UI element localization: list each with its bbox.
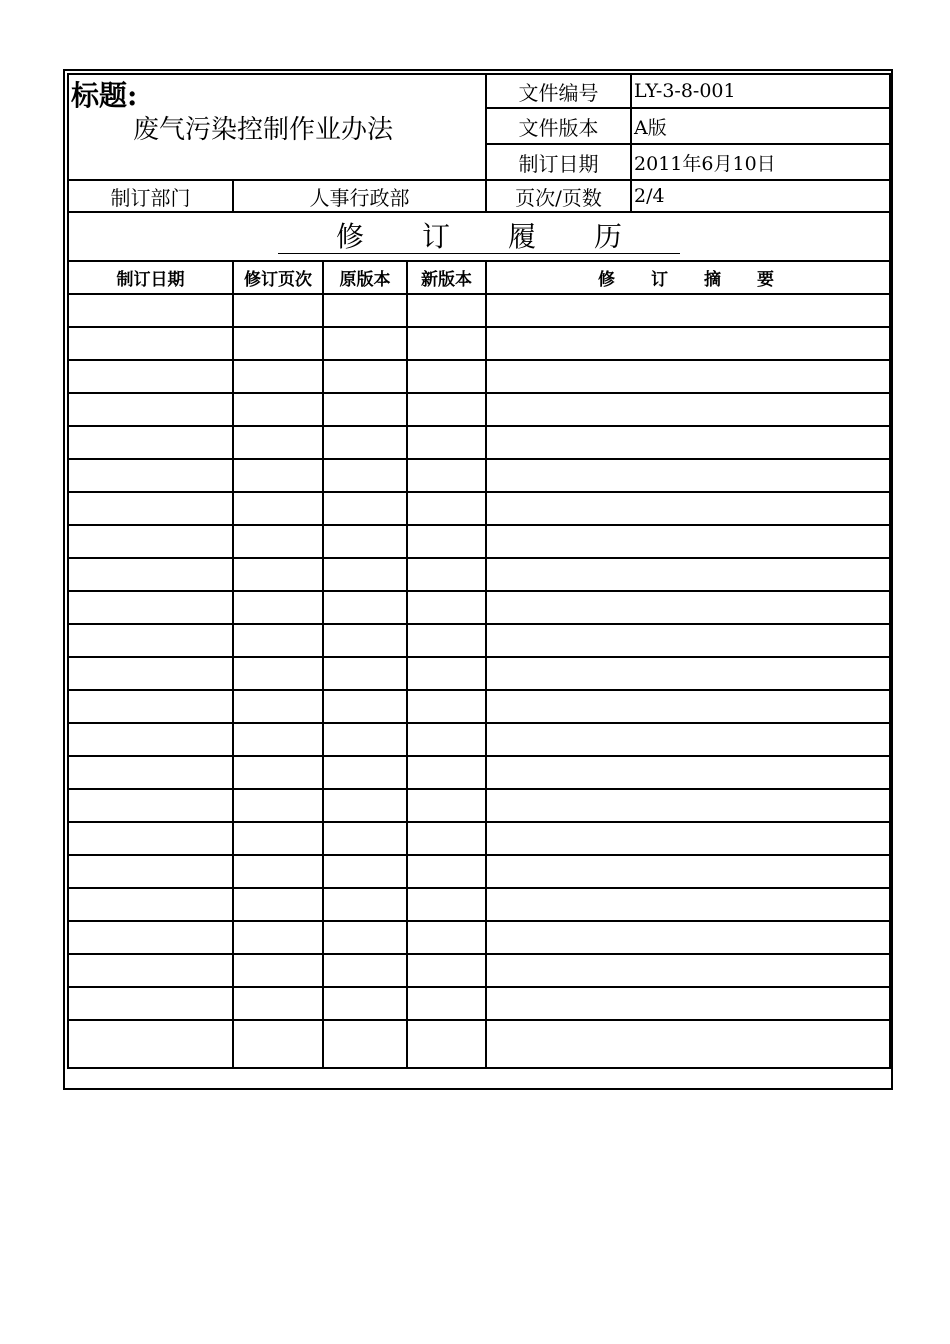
- new-version-cell: [407, 393, 486, 426]
- date-cell: [68, 789, 233, 822]
- old-version-cell: [323, 888, 407, 921]
- table-row: [68, 624, 890, 657]
- table-row: [68, 756, 890, 789]
- summary-cell: [486, 822, 890, 855]
- table-row: [68, 459, 890, 492]
- page-count-value: 2/4: [631, 180, 890, 212]
- revised-pages-cell: [233, 888, 323, 921]
- new-version-cell: [407, 525, 486, 558]
- doc-number-value: LY-3-8-001: [631, 74, 890, 108]
- new-version-cell: [407, 822, 486, 855]
- date-cell: [68, 624, 233, 657]
- summary-cell: [486, 855, 890, 888]
- date-cell: [68, 294, 233, 327]
- issue-date-label: 制订日期: [486, 144, 631, 180]
- old-version-cell: [323, 921, 407, 954]
- table-row: [68, 987, 890, 1020]
- new-version-cell: [407, 723, 486, 756]
- summary-cell: [486, 525, 890, 558]
- revised-pages-cell: [233, 723, 323, 756]
- title-label: 标题:: [71, 79, 138, 112]
- summary-cell: [486, 723, 890, 756]
- table-row: [68, 492, 890, 525]
- new-version-cell: [407, 327, 486, 360]
- date-cell: [68, 822, 233, 855]
- table-row: [68, 723, 890, 756]
- revised-pages-cell: [233, 921, 323, 954]
- date-cell: [68, 393, 233, 426]
- old-version-cell: [323, 789, 407, 822]
- column-header-date: 制订日期: [68, 261, 233, 294]
- date-cell: [68, 888, 233, 921]
- document-title: 废气污染控制作业办法: [133, 115, 394, 145]
- date-cell: [68, 756, 233, 789]
- new-version-cell: [407, 294, 486, 327]
- table-row: [68, 360, 890, 393]
- summary-cell: [486, 987, 890, 1020]
- revised-pages-cell: [233, 525, 323, 558]
- summary-cell: [486, 888, 890, 921]
- new-version-cell: [407, 888, 486, 921]
- old-version-cell: [323, 624, 407, 657]
- revision-history-heading-cell: [68, 212, 890, 261]
- title-block: [68, 74, 486, 180]
- revised-pages-cell: [233, 1020, 323, 1068]
- new-version-cell: [407, 591, 486, 624]
- table-row: [68, 558, 890, 591]
- revised-pages-cell: [233, 624, 323, 657]
- table-row: [68, 525, 890, 558]
- column-header-new-version: 新版本: [407, 261, 486, 294]
- old-version-cell: [323, 591, 407, 624]
- date-cell: [68, 558, 233, 591]
- new-version-cell: [407, 459, 486, 492]
- revision-history-rows: [68, 294, 890, 1068]
- table-row: [68, 921, 890, 954]
- date-cell: [68, 327, 233, 360]
- new-version-cell: [407, 1020, 486, 1068]
- revised-pages-cell: [233, 426, 323, 459]
- old-version-cell: [323, 393, 407, 426]
- table-row: [68, 789, 890, 822]
- old-version-cell: [323, 756, 407, 789]
- summary-cell: [486, 954, 890, 987]
- old-version-cell: [323, 294, 407, 327]
- summary-cell: [486, 459, 890, 492]
- revised-pages-cell: [233, 294, 323, 327]
- date-cell: [68, 591, 233, 624]
- old-version-cell: [323, 723, 407, 756]
- revised-pages-cell: [233, 822, 323, 855]
- new-version-cell: [407, 690, 486, 723]
- doc-version-value: A版: [631, 108, 890, 144]
- department-value: 人事行政部: [233, 180, 486, 212]
- new-version-cell: [407, 855, 486, 888]
- table-row: [68, 954, 890, 987]
- summary-cell: [486, 624, 890, 657]
- table-row: [68, 888, 890, 921]
- new-version-cell: [407, 987, 486, 1020]
- summary-cell: [486, 690, 890, 723]
- new-version-cell: [407, 558, 486, 591]
- revised-pages-cell: [233, 690, 323, 723]
- department-label: 制订部门: [68, 180, 233, 212]
- table-row: [68, 822, 890, 855]
- old-version-cell: [323, 855, 407, 888]
- revised-pages-cell: [233, 393, 323, 426]
- column-header-old-version: 原版本: [323, 261, 407, 294]
- column-header-revised-pages: 修订页次: [233, 261, 323, 294]
- new-version-cell: [407, 789, 486, 822]
- date-cell: [68, 921, 233, 954]
- new-version-cell: [407, 921, 486, 954]
- old-version-cell: [323, 987, 407, 1020]
- revised-pages-cell: [233, 459, 323, 492]
- doc-version-label: 文件版本: [486, 108, 631, 144]
- column-header-summary: 修订摘要: [486, 261, 890, 294]
- new-version-cell: [407, 624, 486, 657]
- summary-cell: [486, 492, 890, 525]
- new-version-cell: [407, 426, 486, 459]
- summary-cell: [486, 393, 890, 426]
- table-row: [68, 591, 890, 624]
- table-row: [68, 855, 890, 888]
- revised-pages-cell: [233, 987, 323, 1020]
- date-cell: [68, 1020, 233, 1068]
- summary-cell: [486, 426, 890, 459]
- summary-cell: [486, 756, 890, 789]
- revised-pages-cell: [233, 327, 323, 360]
- old-version-cell: [323, 459, 407, 492]
- date-cell: [68, 459, 233, 492]
- summary-cell: [486, 789, 890, 822]
- summary-cell: [486, 558, 890, 591]
- summary-cell: [486, 294, 890, 327]
- revised-pages-cell: [233, 591, 323, 624]
- date-cell: [68, 492, 233, 525]
- table-row: [68, 393, 890, 426]
- table-row: [68, 426, 890, 459]
- revised-pages-cell: [233, 954, 323, 987]
- old-version-cell: [323, 525, 407, 558]
- revised-pages-cell: [233, 360, 323, 393]
- table-row: [68, 690, 890, 723]
- revision-history-title: 修订履历: [278, 221, 680, 254]
- table-row: [68, 294, 890, 327]
- date-cell: [68, 360, 233, 393]
- issue-date-value: 2011年6月10日: [631, 144, 890, 180]
- date-cell: [68, 657, 233, 690]
- date-cell: [68, 855, 233, 888]
- date-cell: [68, 723, 233, 756]
- revised-pages-cell: [233, 492, 323, 525]
- old-version-cell: [323, 1020, 407, 1068]
- old-version-cell: [323, 822, 407, 855]
- form-table: [67, 73, 891, 1069]
- old-version-cell: [323, 492, 407, 525]
- document-form: [67, 73, 889, 1086]
- revised-pages-cell: [233, 657, 323, 690]
- summary-cell: [486, 591, 890, 624]
- summary-cell: [486, 657, 890, 690]
- date-cell: [68, 690, 233, 723]
- old-version-cell: [323, 954, 407, 987]
- revised-pages-cell: [233, 855, 323, 888]
- table-row: [68, 1020, 890, 1068]
- revised-pages-cell: [233, 558, 323, 591]
- date-cell: [68, 954, 233, 987]
- old-version-cell: [323, 558, 407, 591]
- date-cell: [68, 426, 233, 459]
- page-count-label: 页次/页数: [486, 180, 631, 212]
- new-version-cell: [407, 954, 486, 987]
- date-cell: [68, 987, 233, 1020]
- old-version-cell: [323, 426, 407, 459]
- old-version-cell: [323, 657, 407, 690]
- summary-cell: [486, 360, 890, 393]
- revised-pages-cell: [233, 789, 323, 822]
- summary-cell: [486, 921, 890, 954]
- old-version-cell: [323, 360, 407, 393]
- doc-number-label: 文件编号: [486, 74, 631, 108]
- table-row: [68, 657, 890, 690]
- summary-cell: [486, 1020, 890, 1068]
- new-version-cell: [407, 492, 486, 525]
- new-version-cell: [407, 657, 486, 690]
- revised-pages-cell: [233, 756, 323, 789]
- new-version-cell: [407, 756, 486, 789]
- old-version-cell: [323, 690, 407, 723]
- table-row: [68, 327, 890, 360]
- new-version-cell: [407, 360, 486, 393]
- summary-cell: [486, 327, 890, 360]
- old-version-cell: [323, 327, 407, 360]
- date-cell: [68, 525, 233, 558]
